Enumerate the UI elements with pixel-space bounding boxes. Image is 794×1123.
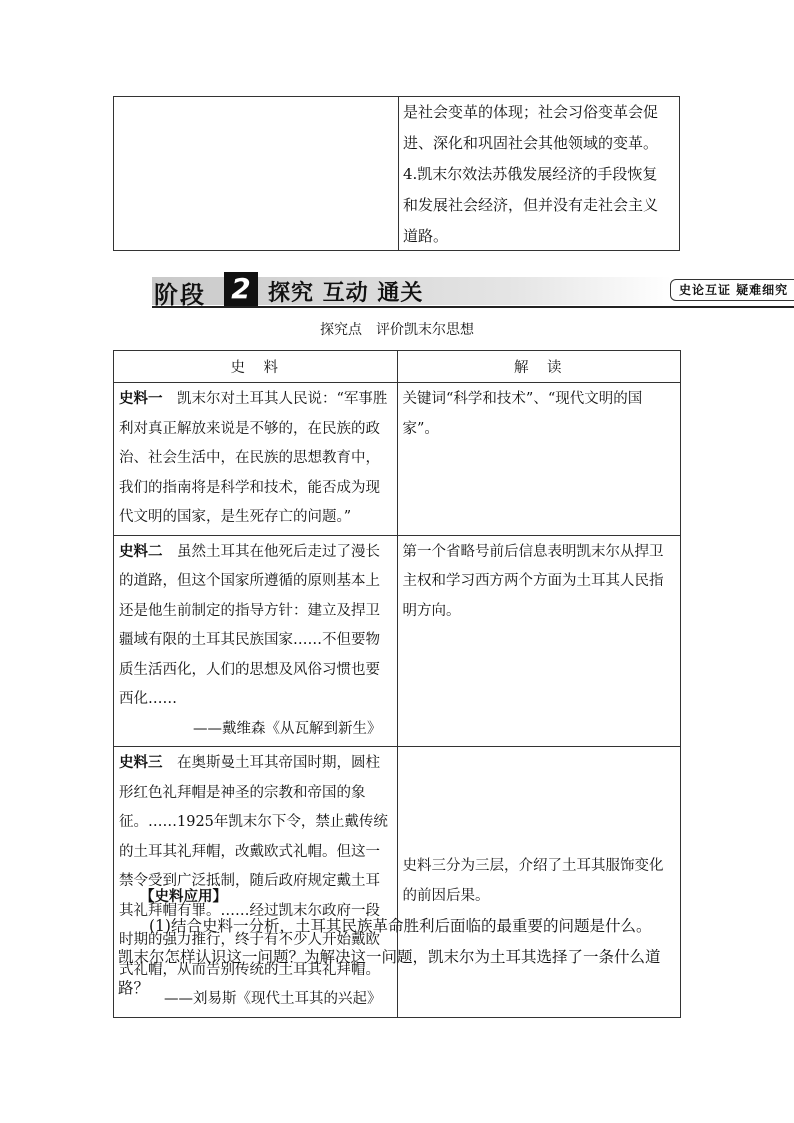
table-header-row xyxy=(114,351,681,383)
summary-line: 是社会变革的体现；社会习俗变革会促 xyxy=(403,103,659,121)
question-line: 凯末尔怎样认识这一问题？为解决这一问题，凯末尔为土耳其选择了一条什么道 xyxy=(118,948,661,966)
header-interpretation: 解 读 xyxy=(397,351,681,383)
summary-line: 进、深化和巩固社会其他领域的变革。 xyxy=(403,134,659,152)
stage-title: 探究 互动 通关 xyxy=(268,281,424,306)
section-title: 探究点 评价凯末尔思想 xyxy=(320,322,474,338)
material-citation: ——戴维森《从瓦解到新生》 xyxy=(193,720,382,737)
table-column-divider xyxy=(398,97,399,250)
table-row xyxy=(114,535,681,747)
material-text: 在奥斯曼土耳其帝国时期，圆柱形红色礼拜帽是神圣的宗教和帝国的象征。……1925年凯末尔下令，禁止戴传统的土耳其礼拜帽，改戴欧式礼帽。但这一禁令受到广泛抵制，随后政府规定戴土耳其礼拜帽有罪。……经过凯末尔政府一段时期的强力推行，终于有不少人开始戴欧式礼帽，从而告别传统的土耳其礼拜帽。 xyxy=(119,755,388,978)
summary-line: 4.凯末尔效法苏俄发展经济的手段恢复 xyxy=(403,165,658,183)
stage-label: 阶段 xyxy=(154,281,206,309)
material-cell xyxy=(114,535,398,747)
banner-rule xyxy=(152,306,794,308)
material-text: 凯末尔对土耳其人民说：“军事胜利对真正解放来说是不够的，在民族的政治、社会生活中，在民族的思想教育中，我们的指南将是科学和技术，能否成为现代文明的国家，是生死存亡的问题。” xyxy=(119,391,388,525)
stage-tag: 史论互证 疑难细究 xyxy=(670,279,794,301)
summary-right-cell xyxy=(403,97,678,252)
material-cell xyxy=(114,383,398,536)
summary-line: 和发展社会经济，但并没有走社会主义 xyxy=(403,196,659,214)
material-text: 虽然土耳其在他死后走过了漫长的道路，但这个国家所遵循的原则基本上还是他生前制定的指导方针：建立及捍卫疆域有限的土耳其民族国家……不但要物质生活西化，人们的思想及风俗习惯也要西化…… xyxy=(119,543,380,707)
summary-line: 道路。 xyxy=(403,227,449,245)
header-material: 史 料 xyxy=(114,351,398,383)
material-label: 史料一 xyxy=(119,391,163,407)
stage-banner xyxy=(152,272,794,308)
interpretation-cell: 第一个省略号前后信息表明凯末尔从捍卫主权和学习西方两个方面为土耳其人民指明方向。 xyxy=(397,535,681,747)
interpretation-cell: 史料三分为三层，介绍了土耳其服饰变化的前因后果。 xyxy=(397,747,681,1018)
table-row xyxy=(114,383,681,536)
question-line: 路？ xyxy=(118,979,150,997)
application-question xyxy=(118,911,683,1004)
continued-summary-table xyxy=(113,96,680,251)
material-label: 史料三 xyxy=(119,755,163,771)
application-heading: 【史料应用】 xyxy=(140,889,227,905)
material-citation: ——刘易斯《现代土耳其的兴起》 xyxy=(164,991,382,1007)
stage-number-badge: 2 xyxy=(224,272,258,306)
interpretation-cell: 关键词“科学和技术”、“现代文明的国家”。 xyxy=(397,383,681,536)
question-line: (1)结合史料一分析，土耳其民族革命胜利后面临的最重要的问题是什么。 xyxy=(118,917,652,935)
material-label: 史料二 xyxy=(119,543,163,560)
